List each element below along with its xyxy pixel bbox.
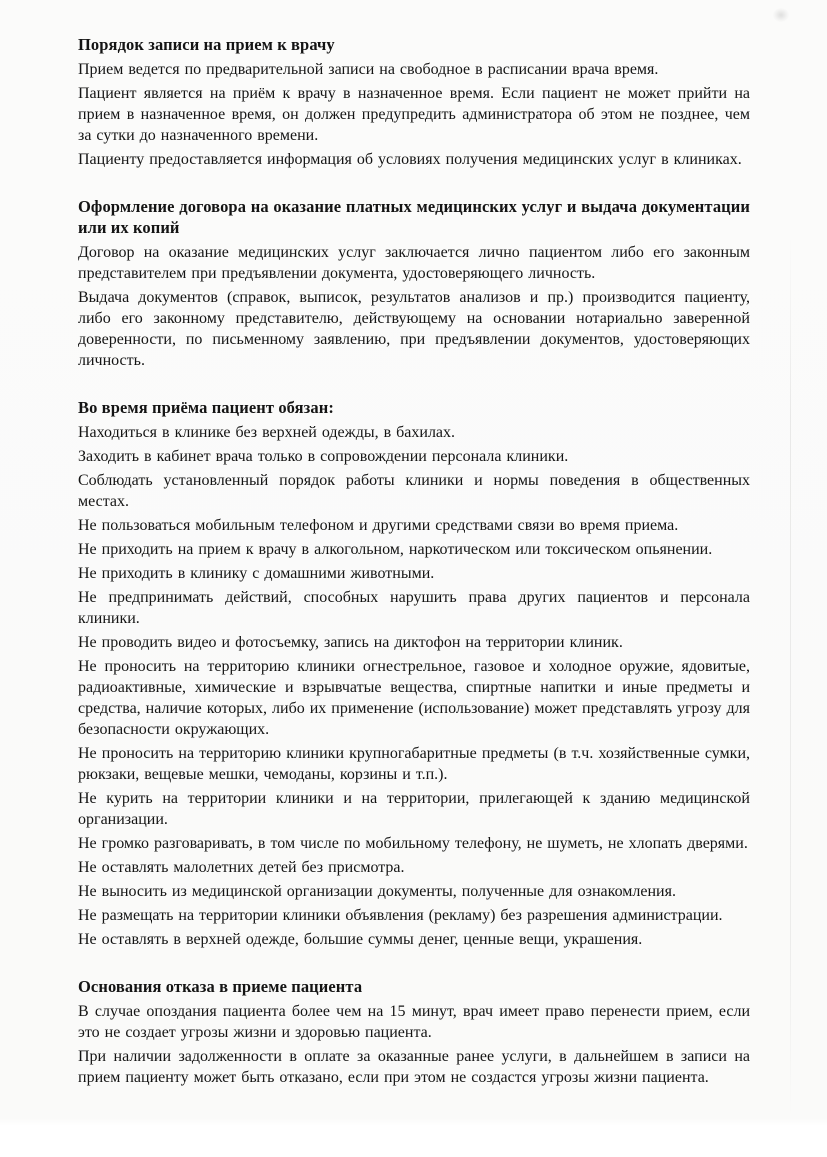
paragraph: В случае опоздания пациента более чем на 15 минут, врач имеет право перенести прием, если это не создает угрозы жизни и здоровью пациента. xyxy=(78,1003,750,1041)
paragraph: Не выносить из медицинской организации документы, полученные для ознакомления. xyxy=(78,883,676,900)
paragraph: Пациент является на приём к врачу в назначенное время. Если пациент не может прийти на прием в назначенное время, он должен предупредить администратора об этом не позднее, чем за сутки до назначенного времени. xyxy=(78,85,750,144)
paragraph: Не оставлять в верхней одежде, большие суммы денег, ценные вещи, украшения. xyxy=(78,931,643,948)
paragraph: Прием ведется по предварительной записи на свободное в расписании врача время. xyxy=(78,61,659,78)
section-1 xyxy=(78,34,750,170)
document-content xyxy=(78,34,750,1088)
section-heading: Во время приёма пациент обязан: xyxy=(78,398,334,417)
scan-artifact-edge-line xyxy=(790,238,791,1118)
paragraph: Не пользоваться мобильным телефоном и другими средствами связи во время приема. xyxy=(78,517,679,534)
section-4 xyxy=(78,976,750,1088)
paragraph: Не проносить на территорию клиники крупногабаритные предметы (в т.ч. хозяйственные сумки, рюкзаки, вещевые мешки, чемоданы, корзины и т.п.). xyxy=(78,745,750,783)
section-2 xyxy=(78,196,750,371)
paragraph: Договор на оказание медицинских услуг заключается лично пациентом либо его законным представителем при предъявлении документа, удостоверяющего личность. xyxy=(78,244,750,282)
section-heading: Основания отказа в приеме пациента xyxy=(78,977,363,996)
section-heading: Порядок записи на прием к врачу xyxy=(78,35,335,54)
section-heading: Оформление договора на оказание платных медицинских услуг и выдача документации или их копий xyxy=(78,197,750,237)
paragraph: Не размещать на территории клиники объявления (рекламу) без разрешения администрации. xyxy=(78,907,723,924)
paragraph: Не оставлять малолетних детей без присмотра. xyxy=(78,859,405,876)
paragraph: Не проводить видео и фотосъемку, запись на диктофон на территории клиник. xyxy=(78,634,623,651)
paragraph: Не предпринимать действий, способных нарушить права других пациентов и персонала клиники. xyxy=(78,589,750,627)
paragraph: Соблюдать установленный порядок работы клиники и нормы поведения в общественных местах. xyxy=(78,472,750,510)
paragraph: Находиться в клинике без верхней одежды, в бахилах. xyxy=(78,424,456,441)
paragraph: Не проносить на территорию клиники огнестрельное, газовое и холодное оружие, ядовитые, радиоактивные, химические и взрывчатые вещества, спиртные напитки и иные предметы и средства, наличие которых, либо их применение (использование) может представлять угрозу для безопасности окружающих. xyxy=(78,658,751,738)
paragraph: Не приходить в клинику с домашними животными. xyxy=(78,565,435,582)
scan-artifact-smudge xyxy=(773,8,789,22)
paragraph: Заходить в кабинет врача только в сопровождении персонала клиники. xyxy=(78,448,569,465)
paragraph: Не приходить на прием к врачу в алкогольном, наркотическом или токсическом опьянении. xyxy=(78,541,713,558)
section-3 xyxy=(78,397,750,950)
paragraph: При наличии задолженности в оплате за оказанные ранее услуги, в дальнейшем в записи на прием пациенту может быть отказано, если при этом не создастся угрозы жизни пациента. xyxy=(78,1048,750,1086)
paragraph: Не громко разговаривать, в том числе по мобильному телефону, не шуметь, не хлопать дверями. xyxy=(78,835,748,852)
paragraph: Не курить на территории клиники и на территории, прилегающей к зданию медицинской организации. xyxy=(78,790,750,828)
paragraph: Выдача документов (справок, выписок, результатов анализов и пр.) производится пациенту, либо его законному представителю, действующему на основании нотариально заверенной доверенности, по письменному заявлению, при предъявлении документов, удостоверяющих личность. xyxy=(78,289,750,369)
paragraph: Пациенту предоставляется информация об условиях получения медицинских услуг в клиниках. xyxy=(78,151,742,168)
